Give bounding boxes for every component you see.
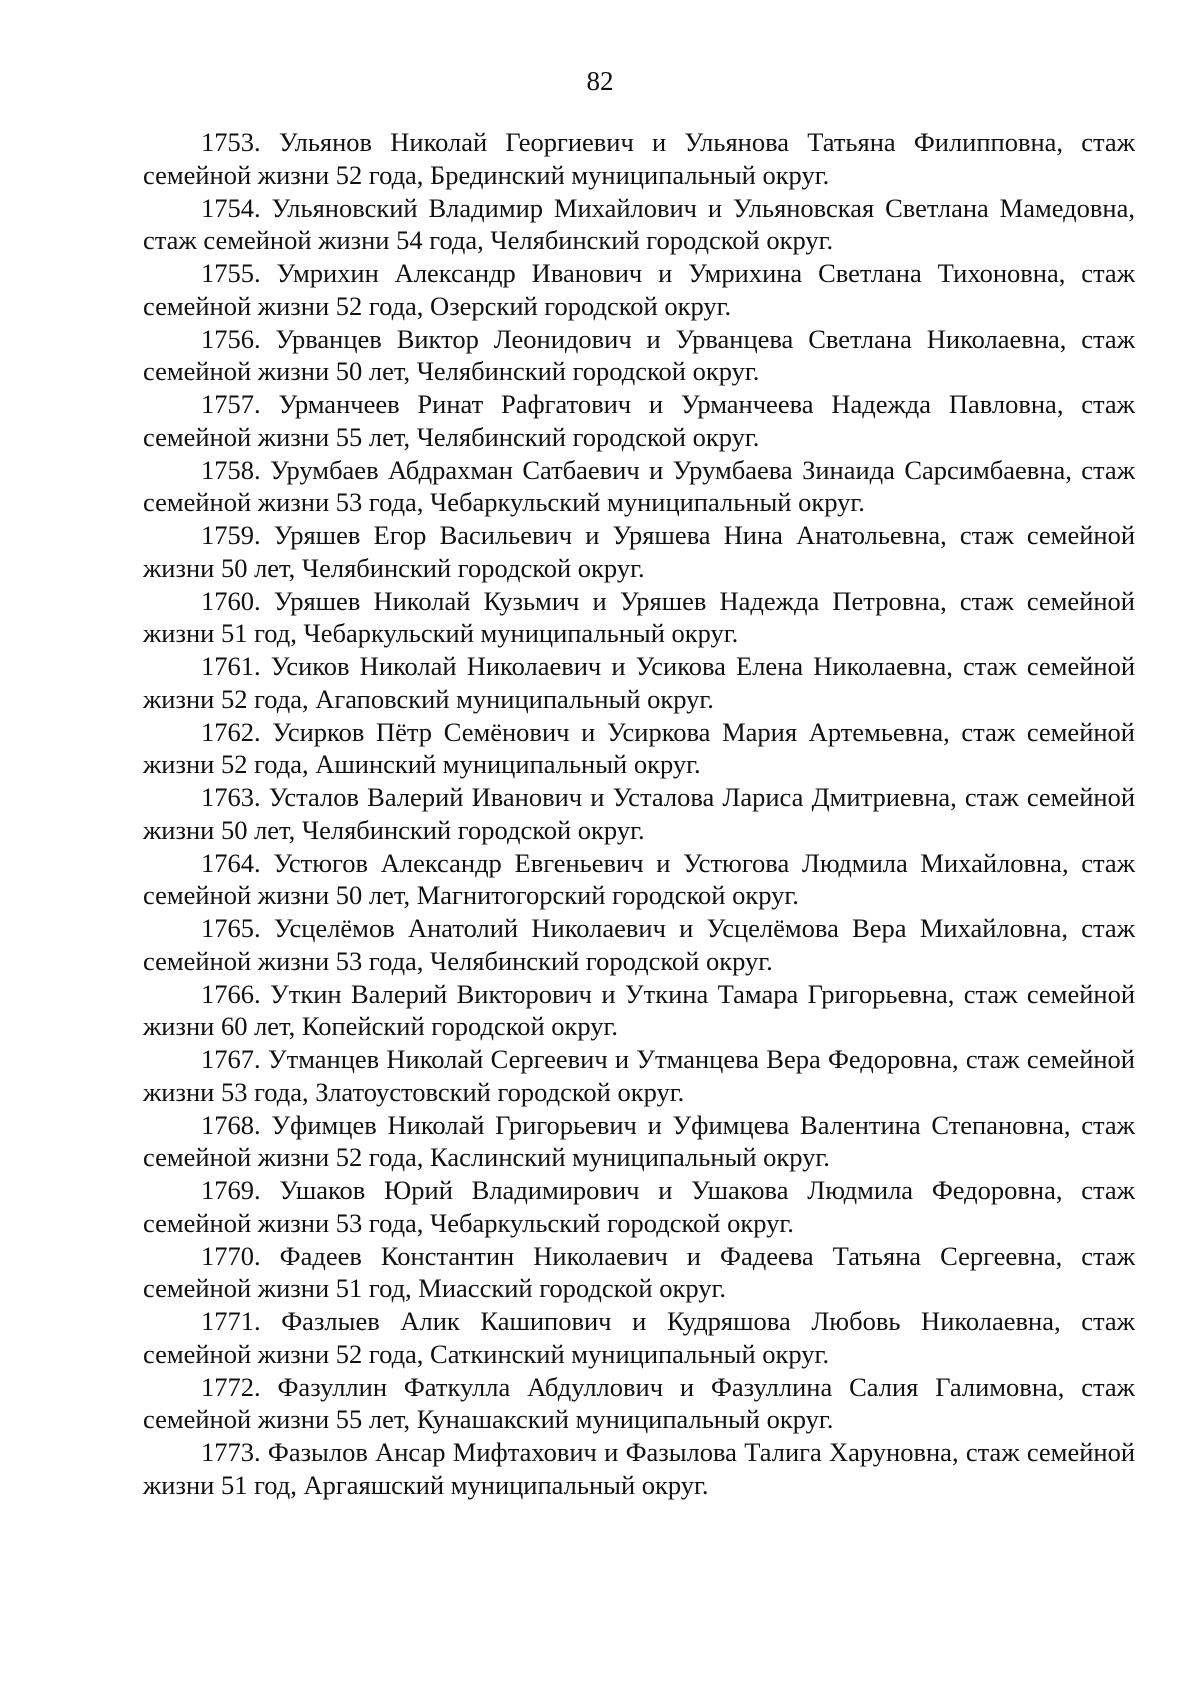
entry-number: 1763. <box>201 782 261 812</box>
entry-text: Умрихин Александр Иванович и Умрихина Светлана Тихоновна, стаж семейной жизни 52 года, Озерский городской округ. <box>143 258 1135 321</box>
entry-number: 1759. <box>201 520 261 550</box>
list-item <box>143 388 1135 453</box>
entry-text: Уряшев Николай Кузьмич и Уряшев Надежда Петровна, стаж семейной жизни 51 год, Чебаркульский муниципальный округ. <box>143 585 1135 648</box>
entry-text: Урванцев Виктор Леонидович и Урванцева Светлана Николаевна, стаж семейной жизни 50 лет, Челябинский городской округ. <box>143 323 1135 386</box>
list-item <box>143 1109 1135 1174</box>
entry-number: 1765. <box>201 913 261 943</box>
list-item <box>143 978 1135 1043</box>
entry-text: Устюгов Александр Евгеньевич и Устюгова Людмила Михайловна, стаж семейной жизни 50 лет, Магнитогорский городской округ. <box>143 847 1136 910</box>
list-item <box>143 192 1135 257</box>
entry-number: 1755. <box>201 258 261 288</box>
entry-number: 1753. <box>201 127 261 157</box>
entry-text: Урумбаев Абдрахман Сатбаевич и Урумбаева Зинаида Сарсимбаевна, стаж семейной жизни 53 года, Чебаркульский муниципальный округ. <box>143 454 1136 517</box>
entry-number: 1770. <box>201 1240 261 1271</box>
entry-list <box>143 126 1135 1502</box>
entry-text: Урманчеев Ринат Рафгатович и Урманчеева Надежда Павловна, стаж семейной жизни 55 лет, Челябинский городской округ. <box>143 389 1135 452</box>
list-item <box>143 1174 1135 1239</box>
entry-text: Ульяновский Владимир Михайлович и Ульяновская Светлана Мамедовна, стаж семейной жизни 54 года, Челябинский городской округ. <box>143 192 1135 255</box>
entry-number: 1754. <box>201 192 261 223</box>
entry-text: Ушаков Юрий Владимирович и Ушакова Людмила Федоровна, стаж семейной жизни 53 года, Чебаркульский городской округ. <box>143 1175 1135 1238</box>
entry-number: 1762. <box>201 716 261 747</box>
entry-text: Усирков Пётр Семёнович и Усиркова Мария Артемьевна, стаж семейной жизни 52 года, Ашинский муниципальный округ. <box>143 716 1135 779</box>
entry-number: 1773. <box>201 1437 261 1467</box>
list-item <box>143 1305 1135 1370</box>
entry-text: Уткин Валерий Викторович и Уткина Тамара Григорьевна, стаж семейной жизни 60 лет, Копейский городской округ. <box>143 978 1136 1041</box>
list-item <box>143 454 1135 519</box>
entry-number: 1761. <box>201 651 261 681</box>
entry-text: Усталов Валерий Иванович и Усталова Лариса Дмитриевна, стаж семейной жизни 50 лет, Челябинский городской округ. <box>143 782 1135 845</box>
list-item <box>143 912 1135 977</box>
entry-text: Утманцев Николай Сергеевич и Утманцева Вера Федоровна, стаж семейной жизни 53 года, Златоустовский городской округ. <box>143 1044 1135 1107</box>
entry-number: 1756. <box>201 323 261 354</box>
list-item <box>143 1043 1135 1108</box>
entry-text: Фадеев Константин Николаевич и Фадеева Татьяна Сергеевна, стаж семейной жизни 51 год, Миасский городской округ. <box>143 1240 1135 1303</box>
list-item <box>143 1240 1135 1305</box>
entry-text: Фазлыев Алик Кашипович и Кудряшова Любовь Николаевна, стаж семейной жизни 52 года, Саткинский муниципальный округ. <box>143 1306 1135 1369</box>
entry-number: 1768. <box>201 1109 261 1140</box>
list-item <box>143 1371 1135 1436</box>
list-item <box>143 650 1135 715</box>
entry-text: Фазуллин Фаткулла Абдуллович и Фазуллина Салия Галимовна, стаж семейной жизни 55 лет, Кунашакский муниципальный округ. <box>143 1371 1135 1434</box>
list-item <box>143 585 1135 650</box>
entry-text: Усцелёмов Анатолий Николаевич и Усцелёмова Вера Михайловна, стаж семейной жизни 53 года, Челябинский городской округ. <box>143 913 1135 976</box>
list-item <box>143 126 1135 191</box>
list-item <box>143 519 1135 584</box>
entry-number: 1764. <box>201 847 261 878</box>
entry-text: Уфимцев Николай Григорьевич и Уфимцева Валентина Степановна, стаж семейной жизни 52 года, Каслинский муниципальный округ. <box>143 1109 1135 1172</box>
entry-text: Усиков Николай Николаевич и Усикова Елена Николаевна, стаж семейной жизни 52 года, Агаповский муниципальный округ. <box>143 651 1135 714</box>
list-item <box>143 781 1135 846</box>
list-item <box>143 847 1135 912</box>
page-number: 82 <box>586 66 614 96</box>
entry-number: 1772. <box>201 1371 261 1402</box>
entry-text: Уряшев Егор Васильевич и Уряшева Нина Анатольевна, стаж семейной жизни 50 лет, Челябинский городской округ. <box>143 520 1135 583</box>
list-item <box>143 323 1135 388</box>
entry-number: 1767. <box>201 1044 261 1074</box>
entry-number: 1766. <box>201 978 261 1009</box>
entry-number: 1771. <box>201 1306 261 1336</box>
entry-number: 1758. <box>201 454 261 485</box>
entry-text: Ульянов Николай Георгиевич и Ульянова Татьяна Филипповна, стаж семейной жизни 52 года, Брединский муниципальный округ. <box>143 127 1136 190</box>
entry-number: 1757. <box>201 389 261 419</box>
entry-number: 1769. <box>201 1175 261 1205</box>
entry-number: 1760. <box>201 585 261 616</box>
list-item <box>143 716 1135 781</box>
entry-text: Фазылов Ансар Мифтахович и Фазылова Талига Харуновна, стаж семейной жизни 51 год, Аргаяшский муниципальный округ. <box>143 1437 1135 1500</box>
list-item <box>143 257 1135 322</box>
list-item <box>143 1436 1135 1501</box>
